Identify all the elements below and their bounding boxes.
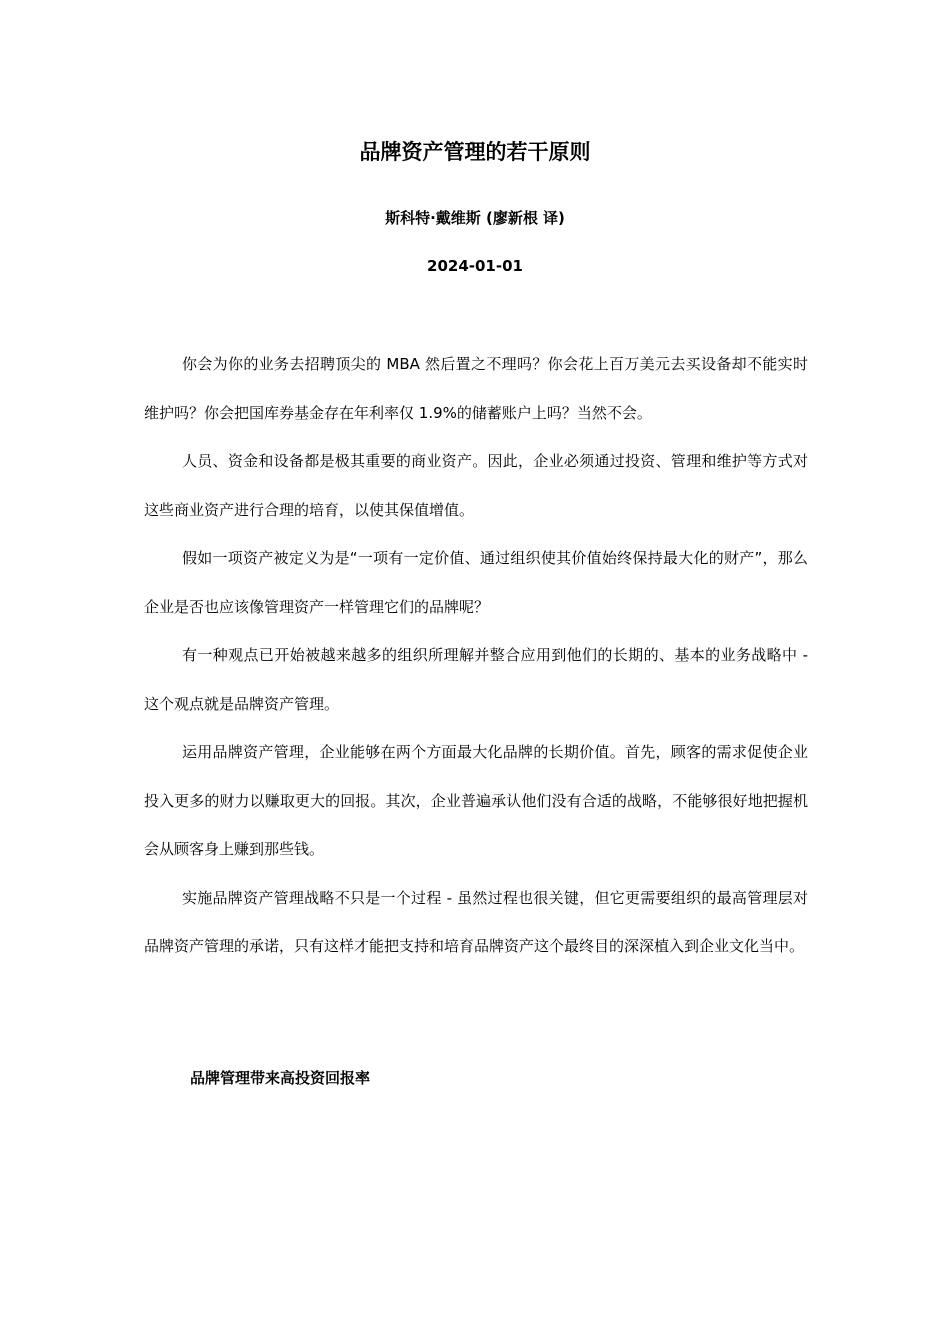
paragraph: 实施品牌资产管理战略不只是一个过程 - 虽然过程也很关键，但它更需要组织的最高管理层对品牌资产管理的承诺，只有这样才能把支持和培育品牌资产这个最终目的深深植入到企业文化当中。 xyxy=(144,888,808,955)
paragraph: 人员、资金和设备都是极其重要的商业资产。因此，企业必须通过投资、管理和维护等方式对这些商业资产进行合理的培育，以使其保值增值。 xyxy=(144,452,808,519)
paragraph: 有一种观点已开始被越来越多的组织所理解并整合应用到他们的长期的、基本的业务战略中 - 这个观点就是品牌资产管理。 xyxy=(144,646,808,713)
article-body xyxy=(144,340,808,971)
publish-date: 2024-01-01 xyxy=(427,257,523,275)
document-title: 品牌资产管理的若干原则 xyxy=(359,140,591,164)
paragraph: 你会为你的业务去招聘顶尖的 MBA 然后置之不理吗？你会花上百万美元去买设备却不能实时维护吗？你会把国库券基金存在年利率仅 1.9%的储蓄账户上吗？当然不会。 xyxy=(144,355,808,422)
paragraph: 运用品牌资产管理，企业能够在两个方面最大化品牌的长期价值。首先，顾客的需求促使企业投入更多的财力以赚取更大的回报。其次，企业普遍承认他们没有合适的战略，不能够很好地把握机会从顾客身上赚到那些钱。 xyxy=(144,743,808,858)
section-heading: 品牌管理带来高投资回报率 xyxy=(190,1069,371,1087)
author-line: 斯科特·戴维斯 (廖新根 译) xyxy=(385,209,565,227)
paragraph: 假如一项资产被定义为是“一项有一定价值、通过组织使其价值始终保持最大化的财产”，那么企业是否也应该像管理资产一样管理它们的品牌呢？ xyxy=(144,549,808,616)
